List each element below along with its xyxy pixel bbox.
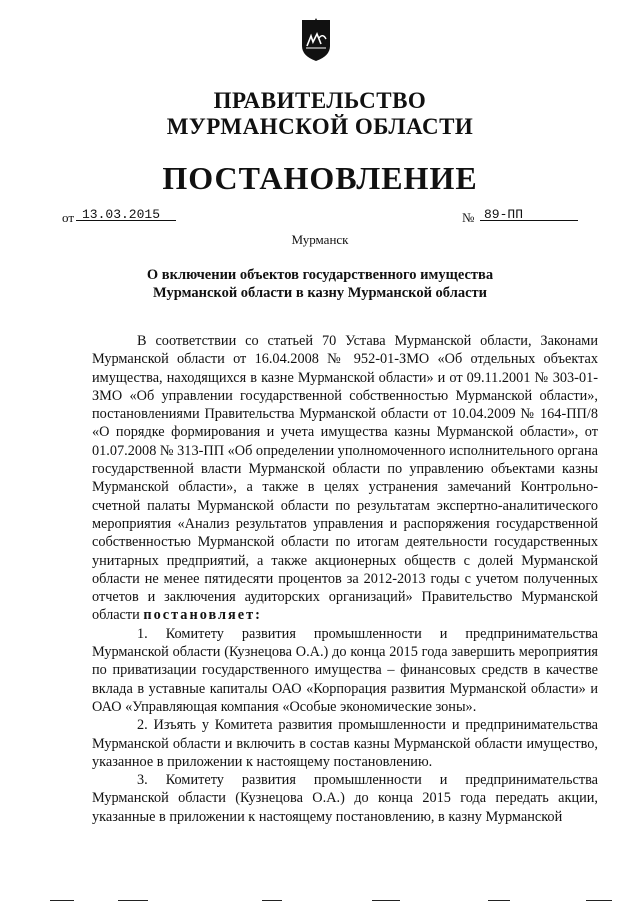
item-3-paragraph: 3. Комитету развития промышленности и предпринимательства Мурманской области (Кузнецова О.А.) до конца 2015 года передать акции, указанные в приложении к настоящему постановлению, в казну Мурманской	[92, 772, 598, 825]
coat-of-arms-emblem	[298, 18, 334, 62]
date-value: 13.03.2015	[82, 207, 161, 222]
government-title-line1: ПРАВИТЕЛЬСТВО	[213, 88, 427, 113]
preamble-paragraph	[92, 332, 598, 625]
document-title: О включении объектов государственного имущества Мурманской области в казну Мурманской области	[146, 267, 494, 301]
resolves-word: постановляет:	[143, 607, 262, 624]
date-prefix: от	[62, 210, 75, 225]
scan-mark	[118, 900, 148, 901]
scan-mark	[50, 900, 74, 901]
item-1-paragraph: 1. Комитету развития промышленности и предпринимательства Мурманской области (Кузнецова О.А.) до конца 2015 года завершить мероприятия по приватизации государственного имущества – финансовых средств в качестве вклада в уставные капиталы ОАО «Корпорация развития Мурманской области» и ОАО «Управляющая компания «Особые экономические зоны».	[92, 625, 598, 715]
document-body	[92, 332, 598, 826]
scan-mark	[372, 900, 400, 901]
number-value: 89-ПП	[484, 207, 524, 222]
document-type-heading: ПОСТАНОВЛЕНИЕ	[162, 160, 478, 196]
item-2-paragraph: 2. Изъять у Комитета развития промышленности и предпринимательства Мурманской области и включить в состав казны Мурманской области имущество, указанное в приложении к настоящему постановлению.	[92, 717, 598, 770]
scan-mark	[488, 900, 510, 901]
government-title-line2: МУРМАНСКОЙ ОБЛАСТИ	[166, 114, 474, 139]
number-field	[480, 205, 578, 221]
scan-mark	[262, 900, 282, 901]
city-name: Мурманск	[291, 232, 349, 247]
date-field	[76, 205, 176, 221]
number-prefix: №	[462, 210, 475, 225]
preamble-text: В соответствии со статьей 70 Устава Мурманской области, Законами Мурманской области от 16.04.2008 № 952-01-ЗМО «Об отдельных объектах имущества, находящихся в казне Мурманской области» и от 09.11.2001 № 303-01-ЗМО «Об управлении государственной собственностью Мурманской области», постановлениями Правительства Мурманской области от 10.04.2009 № 164-ПП/8 «О порядке формирования и учета имущества казны Мурманской области», от 01.07.2008 № 313-ПП «Об определении уполномоченного исполнительного органа государственной власти Мурманской области по управлению объектами казны Мурманской области», а также в целях устранения замечаний Контрольно-счетной палаты Мурманской области по результатам экспертно-аналитического мероприятия «Анализ результатов управления и распоряжения государственной собственностью Мурманской области по итогам деятельности государственных унитарных предприятий, а также акционерных обществ с долей Мурманской области не менее пятидесяти процентов за 2012-2013 годы с учетом полученных отчетов и заключения аудиторских организаций» Правительство Мурманской области	[92, 333, 598, 624]
scan-mark	[586, 900, 612, 901]
